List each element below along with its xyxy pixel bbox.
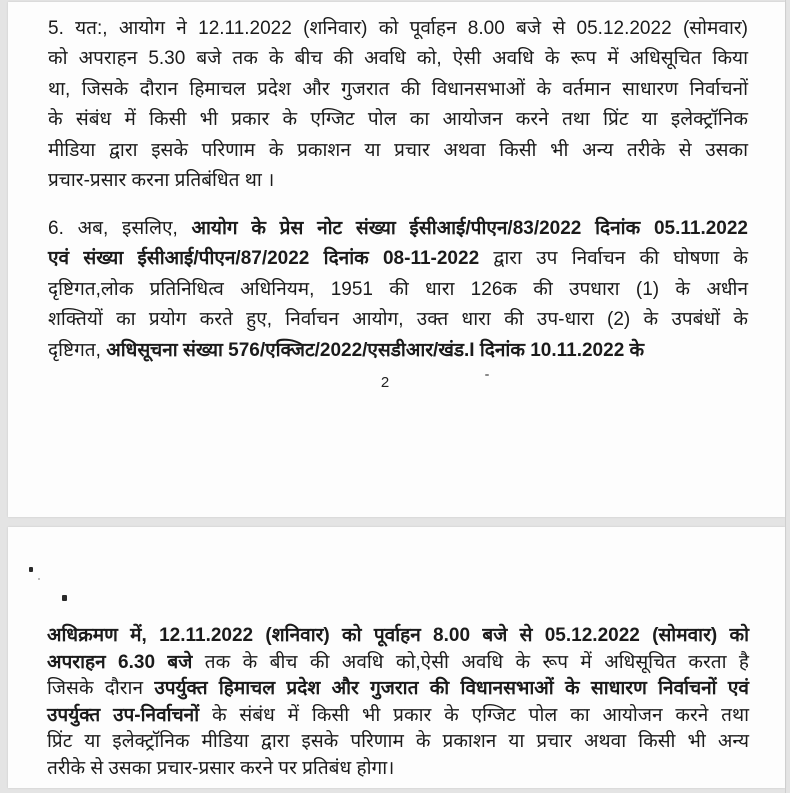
text-segment: मीडिया द्वारा इसके परिणाम के प्रकाशन या प्रचार अथवा किसी भी अन्य तरीके से उसका	[48, 139, 748, 161]
text-segment: शक्तियों का प्रयोग करते हुए, निर्वाचन आयोग, उक्त धारा की उप-धारा (2) के उपबंधों के	[48, 309, 748, 331]
text-line	[48, 275, 748, 305]
text-line	[48, 244, 748, 274]
text-line	[48, 14, 748, 44]
text-segment: था, जिसके दौरान हिमाचल प्रदेश और गुजरात की विधानसभाओं के वर्तमान साधारण निर्वाचनों	[48, 78, 748, 100]
text-line	[47, 623, 749, 650]
text-line	[47, 676, 749, 703]
page-edge-divider	[785, 0, 786, 793]
bold-text-segment: अधिक्रमण में, 12.11.2022 (शनिवार) को पूर्वाहन 8.00 बजे से 05.12.2022 (सोमवार) को	[47, 625, 749, 646]
text-segment: के संबंध में किसी भी प्रकार के एग्जिट पोल का आयोजन करने तथा प्रिंट या इलेक्ट्रॉनिक	[48, 109, 748, 131]
scan-speck	[38, 578, 40, 580]
text-segment: 5. यत:, आयोग ने 12.11.2022 (शनिवार) को पूर्वाहन 8.00 बजे से 05.12.2022 (सोमवार)	[48, 18, 748, 39]
text-line	[48, 305, 748, 335]
text-segment: द्वारा उप निर्वाचन की घोषणा के	[479, 248, 749, 270]
bold-text-segment: अधिसूचना संख्या 576/एक्जिट/2022/एसडीआर/खंड.I दिनांक 10.11.2022 के	[106, 339, 645, 361]
text-segment: को अपराहन 5.30 बजे तक के बीच की अवधि को, ऐसी अवधि के रूप में अधिसूचित किया	[48, 48, 748, 70]
bold-text-segment: उपर्युक्त हिमाचल प्रदेश और गुजरात की विधानसभाओं के साधारण निर्वाचनों एवं	[154, 678, 749, 700]
text-line	[47, 650, 749, 677]
paragraph-5	[48, 14, 748, 196]
text-line	[47, 756, 749, 783]
text-segment: प्रचार-प्रसार करना प्रतिबंधित था ।	[48, 170, 275, 192]
text-line	[48, 214, 748, 244]
text-segment: दृष्टिगत,लोक प्रतिनिधित्व अधिनियम, 1951 की धारा 126क की उपधारा (1) के अधीन	[48, 278, 748, 300]
page-number: 2	[380, 374, 390, 391]
text-line	[48, 136, 748, 166]
text-segment: जिसके दौरान	[47, 678, 155, 700]
text-segment: तरीके से उसका प्रचार-प्रसार करने पर प्रतिबंध होगा।	[47, 757, 395, 779]
text-line	[48, 166, 748, 196]
text-line	[48, 336, 748, 366]
document-page-2	[8, 527, 785, 788]
scan-speck	[29, 567, 33, 572]
text-line	[48, 44, 748, 74]
document-page-1	[8, 2, 785, 517]
bold-text-segment: उपर्युक्त उप-निर्वाचनों	[47, 704, 200, 726]
paragraph-6	[48, 214, 748, 366]
bold-text-segment: अपराहन 6.30 बजे	[47, 651, 193, 673]
scan-speck	[62, 595, 67, 601]
scan-speck	[485, 374, 489, 376]
text-line	[48, 75, 748, 105]
text-segment: तक के बीच की अवधि को,ऐसी अवधि के रूप में अधिसूचित करता है	[192, 651, 750, 673]
text-segment: दृष्टिगत,	[48, 339, 107, 361]
text-line	[48, 105, 748, 135]
bold-text-segment: एवं संख्या ईसीआई/पीएन/87/2022 दिनांक 08-11-2022	[48, 248, 480, 270]
text-line	[47, 703, 749, 730]
text-segment: प्रिंट या इलेक्ट्रॉनिक मीडिया द्वारा इसके परिणाम के प्रकाशन या प्रचार अथवा किसी भी अन्य	[47, 731, 749, 753]
bold-text-segment: आयोग के प्रेस नोट संख्या ईसीआई/पीएन/83/2022 दिनांक 05.11.2022	[191, 218, 748, 239]
text-segment: 6. अब, इसलिए,	[48, 218, 192, 239]
paragraph-continuation	[47, 623, 749, 783]
text-line	[47, 729, 749, 756]
text-segment: के संबंध में किसी भी प्रकार के एग्जिट पोल का आयोजन करने तथा	[199, 704, 750, 726]
